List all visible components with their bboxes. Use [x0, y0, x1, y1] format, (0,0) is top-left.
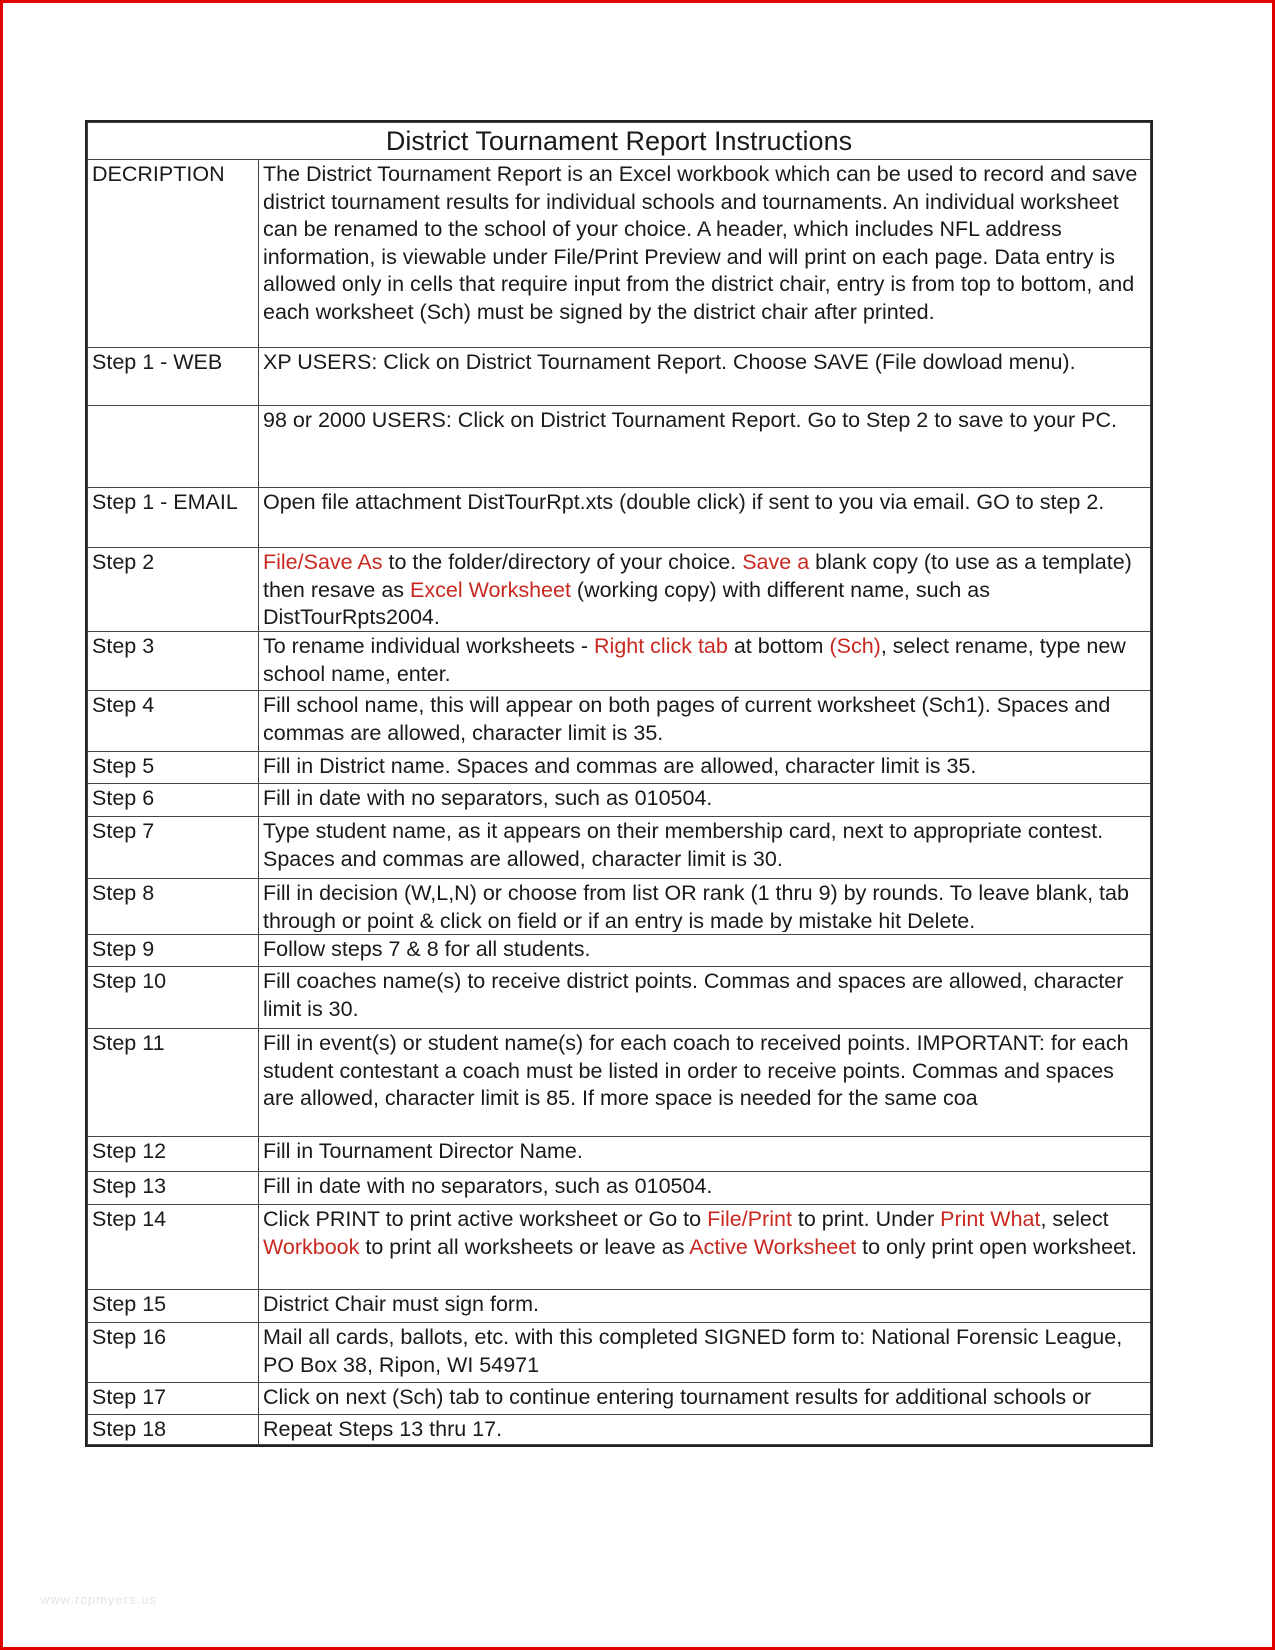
table-row — [88, 1415, 1151, 1445]
description-text: Mail all cards, ballots, etc. with this completed SIGNED form to: National Forensic League, PO Box 38, Ripon, WI 54971 — [263, 1325, 1123, 1377]
step-description — [259, 691, 1151, 752]
description-text: Fill in date with no separators, such as 010504. — [263, 786, 713, 810]
description-text: to the folder/directory of your choice. — [382, 550, 743, 574]
table-row — [88, 1323, 1151, 1383]
step-label: Step 8 — [88, 879, 259, 935]
table-row — [88, 1137, 1151, 1172]
description-text: Fill in District name. Spaces and commas are allowed, character limit is 35. — [263, 754, 977, 778]
description-text: The District Tournament Report is an Excel workbook which can be used to record and save district tournament results for individual schools and tournaments. An individual worksheet can be renamed to the school of your choice. A header, which includes NFL address information, is viewable under File/Print Preview and will print on each page. Data entry is allowed only in cells that require input from the district chair, entry is from top to bottom, and each worksheet (Sch) must be signed by the district chair after printed. — [263, 162, 1138, 324]
step-description — [259, 752, 1151, 784]
step-label: Step 1 - WEB — [88, 348, 259, 406]
step-description — [259, 1172, 1151, 1205]
highlighted-term: (Sch) — [829, 634, 881, 658]
description-text: to only print open worksheet. — [856, 1234, 1137, 1259]
step-label: Step 13 — [88, 1172, 259, 1205]
step-label: Step 15 — [88, 1290, 259, 1323]
description-text: to print all worksheets or leave as — [359, 1234, 690, 1259]
step-description — [259, 967, 1151, 1029]
table-row — [88, 691, 1151, 752]
table-row — [88, 879, 1151, 935]
step-label: Step 3 — [88, 632, 259, 691]
step-label: Step 18 — [88, 1415, 259, 1445]
step-description — [259, 1323, 1151, 1383]
step-label: Step 2 — [88, 548, 259, 632]
description-text: Fill coaches name(s) to receive district points. Commas and spaces are allowed, character limit is 30. — [263, 969, 1124, 1021]
description-text: Fill in Tournament Director Name. — [263, 1139, 583, 1163]
step-label: Step 12 — [88, 1137, 259, 1172]
description-text: (working copy) with different name, such as DistTourRpts2004. — [263, 577, 990, 629]
table-row — [88, 488, 1151, 548]
step-description — [259, 1383, 1151, 1415]
step-label: Step 5 — [88, 752, 259, 784]
instructions-table — [87, 122, 1151, 1445]
table-row — [88, 548, 1151, 632]
highlighted-term: Workbook — [263, 1234, 360, 1259]
highlighted-term: File/Print — [707, 1207, 792, 1231]
step-description — [259, 935, 1151, 967]
highlighted-term: Right click tab — [594, 634, 728, 658]
description-text: blank copy (to use as a template) then resave as — [263, 550, 1132, 602]
description-text: to print. Under — [791, 1207, 941, 1231]
highlighted-term: Excel Worksheet — [410, 577, 571, 602]
page-title: District Tournament Report Instructions — [88, 123, 1151, 160]
step-label: Step 7 — [88, 817, 259, 879]
description-text: Open file attachment DistTourRpt.xts (double click) if sent to you via email. GO to step 2. — [263, 490, 1105, 514]
table-row — [88, 935, 1151, 967]
step-description — [259, 817, 1151, 879]
description-text: , select — [1040, 1207, 1109, 1231]
table-row — [88, 1172, 1151, 1205]
table-row — [88, 348, 1151, 406]
table-row — [88, 1383, 1151, 1415]
description-text: Click PRINT to print active worksheet or Go to — [263, 1207, 708, 1231]
step-label: Step 1 - EMAIL — [88, 488, 259, 548]
table-row — [88, 752, 1151, 784]
table-row — [88, 1290, 1151, 1323]
step-description — [259, 160, 1151, 348]
table-row — [88, 632, 1151, 691]
table-row — [88, 1205, 1151, 1290]
step-label: Step 9 — [88, 935, 259, 967]
description-text: at bottom — [727, 634, 830, 658]
description-text: , select rename, type new school name, enter. — [263, 634, 1126, 686]
description-text: Type student name, as it appears on their membership card, next to appropriate contest. Spaces and commas are allowed, character limit is 30. — [263, 819, 1104, 871]
step-description — [259, 1137, 1151, 1172]
step-description — [259, 784, 1151, 817]
step-description — [259, 1029, 1151, 1137]
title-row — [88, 123, 1151, 160]
description-text: Repeat Steps 13 thru 17. — [263, 1417, 503, 1441]
table-row — [88, 967, 1151, 1029]
step-label: Step 6 — [88, 784, 259, 817]
description-text: Follow steps 7 & 8 for all students. — [263, 937, 591, 961]
step-description — [259, 1205, 1151, 1290]
table-row — [88, 406, 1151, 488]
step-description — [259, 1415, 1151, 1445]
table-row — [88, 1029, 1151, 1137]
table-row — [88, 784, 1151, 817]
step-description — [259, 348, 1151, 406]
step-description — [259, 548, 1151, 632]
step-label: Step 10 — [88, 967, 259, 1029]
table-row — [88, 817, 1151, 879]
description-text: XP USERS: Click on District Tournament Report. Choose SAVE (File dowload menu). — [263, 350, 1076, 374]
step-description — [259, 1290, 1151, 1323]
step-description — [259, 632, 1151, 691]
step-description — [259, 488, 1151, 548]
step-label: DECRIPTION — [88, 160, 259, 348]
description-text: 98 or 2000 USERS: Click on District Tournament Report. Go to Step 2 to save to your PC. — [263, 408, 1118, 432]
description-text: Fill in date with no separators, such as 010504. — [263, 1174, 713, 1198]
highlighted-term: Print What — [940, 1207, 1041, 1231]
description-text: District Chair must sign form. — [263, 1292, 539, 1316]
step-label: Step 17 — [88, 1383, 259, 1415]
highlighted-term: Save a — [742, 550, 810, 574]
description-text: Fill school name, this will appear on both pages of current worksheet (Sch1). Spaces and commas are allowed, character limit is 35. — [263, 693, 1111, 745]
step-label: Step 16 — [88, 1323, 259, 1383]
step-label: Step 4 — [88, 691, 259, 752]
description-text: Fill in decision (W,L,N) or choose from list OR rank (1 thru 9) by rounds. To leave blank, tab through or point & click on field or if an entry is made by mistake hit Delete. — [263, 881, 1129, 932]
table-row — [88, 160, 1151, 348]
description-text: Fill in event(s) or student name(s) for each coach to received points. IMPORTANT: for each student contestant a coach must be listed in order to receive points. Commas and spaces are allowed, character limit is 85. If more space is needed for the same coa — [263, 1031, 1129, 1110]
watermark: www.rcpmyers.us — [40, 1592, 157, 1607]
instructions-sheet — [85, 120, 1153, 1447]
highlighted-term: File/Save As — [263, 550, 383, 574]
step-label: Step 11 — [88, 1029, 259, 1137]
highlighted-term: Active Worksheet — [689, 1234, 857, 1259]
description-text: Click on next (Sch) tab to continue entering tournament results for additional schools or — [263, 1385, 1092, 1409]
description-text: To rename individual worksheets - — [263, 634, 595, 658]
step-label: Step 14 — [88, 1205, 259, 1290]
step-description — [259, 879, 1151, 935]
step-label — [88, 406, 259, 488]
step-description — [259, 406, 1151, 488]
